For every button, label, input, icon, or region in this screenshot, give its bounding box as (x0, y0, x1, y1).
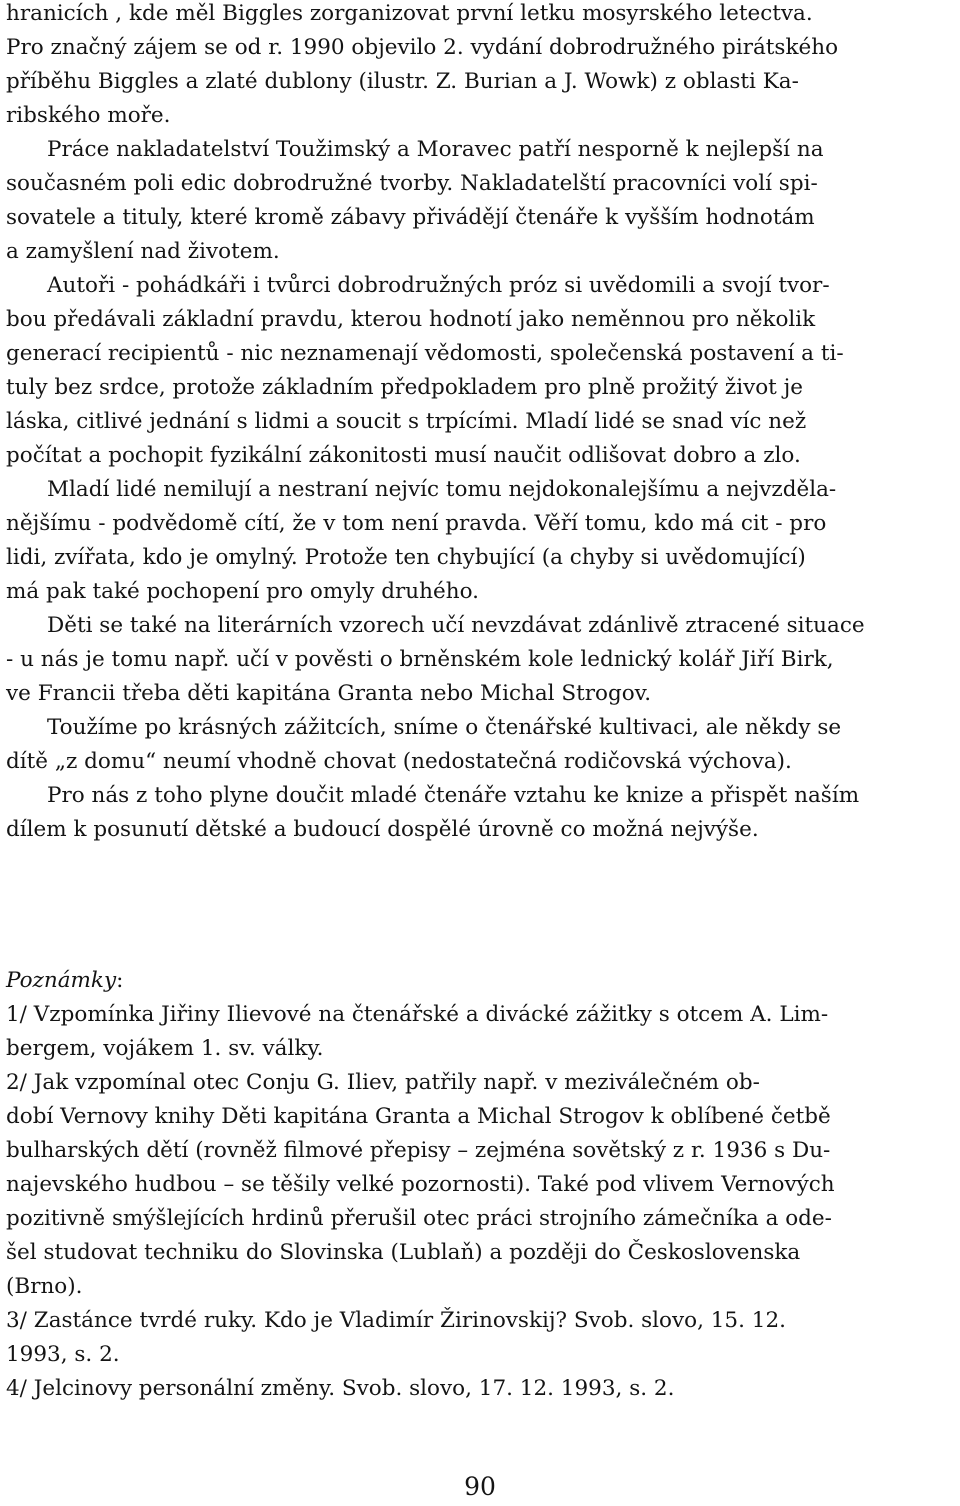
body-line: - u nás je tomu např. učí v pověsti o brněnském kole lednický kolář Jiří Birk, (6, 647, 834, 672)
body-line: bou předávali základní pravdu, kterou hodnotí jako neměnnou pro několik (6, 307, 816, 332)
note-line: bulharských dětí (rovněž filmové přepisy – zejména sovětský z r. 1936 s Du- (6, 1138, 831, 1163)
body-line: a zamyšlení nad životem. (6, 239, 280, 264)
paragraph-start-line: Děti se také na literárních vzorech učí nevzdávat zdánlivě ztracené situace (47, 613, 865, 638)
note-line: dobí Vernovy knihy Děti kapitána Granta a Michal Strogov k oblíbené četbě (6, 1104, 831, 1129)
body-line: má pak také pochopení pro omyly druhého. (6, 579, 479, 604)
notes-section (6, 964, 956, 1406)
body-text (6, 0, 956, 847)
note-line: šel studovat techniku do Slovinska (Lublaň) a později do Československa (6, 1240, 801, 1265)
body-line: Pro značný zájem se od r. 1990 objevilo 2. vydání dobrodružného pirátského (6, 35, 839, 60)
notes-heading-line (6, 964, 956, 998)
notes-heading: Poznámky (6, 968, 117, 993)
body-line: počítat a pochopit fyzikální zákonitosti musí naučit odlišovat dobro a zlo. (6, 443, 801, 468)
body-line: současném poli edic dobrodružné tvorby. Nakladatelští pracovníci volí spi- (6, 171, 818, 196)
paragraph-start-line: Autoři - pohádkáři i tvůrci dobrodružných próz si uvědomili a svojí tvor- (47, 273, 830, 298)
body-line: tuly bez srdce, protože základním předpokladem pro plně prožitý život je (6, 375, 804, 400)
body-line: dítě „z domu“ neumí vhodně chovat (nedostatečná rodičovská výchova). (6, 749, 792, 774)
body-line: ribského moře. (6, 103, 171, 128)
body-line: láska, citlivé jednání s lidmi a soucit s trpícími. Mladí lidé se snad víc než (6, 409, 807, 434)
body-line: nějšímu - podvědomě cítí, že v tom není pravda. Věří tomu, kdo má cit - pro (6, 511, 827, 536)
body-line: příběhu Biggles a zlaté dublony (ilustr. Z. Burian a J. Wowk) z oblasti Ka- (6, 69, 799, 94)
page-number: 90 (464, 1472, 496, 1501)
paragraph-start-line: Práce nakladatelství Toužimský a Moravec patří nesporně k nejlepší na (47, 137, 824, 162)
note-line: najevského hudbou – se těšily velké pozornosti). Také pod vlivem Vernových (6, 1172, 835, 1197)
note-line: pozitivně smýšlejících hrdinů přerušil otec práci strojního zámečníka a ode- (6, 1206, 832, 1231)
notes-heading-colon: : (116, 968, 124, 993)
body-line: hranicích , kde měl Biggles zorganizovat první letku mosyrského letectva. (6, 1, 813, 26)
body-line: generací recipientů - nic neznamenají vědomosti, společenská postavení a ti- (6, 341, 844, 366)
note-line: 1993, s. 2. (6, 1342, 120, 1367)
note-line: bergem, vojákem 1. sv. války. (6, 1036, 324, 1061)
paragraph-start-line: Mladí lidé nemilují a nestraní nejvíc tomu nejdokonalejšímu a nejvzděla- (47, 477, 837, 502)
body-line: lidi, zvířata, kdo je omylný. Protože ten chybující (a chyby si uvědomující) (6, 545, 806, 570)
note-line: 3/ Zastánce tvrdé ruky. Kdo je Vladimír Žirinovskij? Svob. slovo, 15. 12. (6, 1308, 786, 1333)
note-line: 1/ Vzpomínka Jiřiny Ilievové na čtenářské a divácké zážitky s otcem A. Lim- (6, 1002, 829, 1027)
body-line: sovatele a tituly, které kromě zábavy přivádějí čtenáře k vyšším hodnotám (6, 205, 815, 230)
paragraph-start-line: Pro nás z toho plyne doučit mladé čtenáře vztahu ke knize a přispět naším (47, 783, 860, 808)
note-line: 4/ Jelcinovy personální změny. Svob. slovo, 17. 12. 1993, s. 2. (6, 1376, 675, 1401)
note-line: (Brno). (6, 1274, 83, 1299)
body-line: ve Francii třeba děti kapitána Granta nebo Michal Strogov. (6, 681, 652, 706)
body-line: dílem k posunutí dětské a budoucí dospělé úrovně co možná nejvýše. (6, 817, 759, 842)
note-line: 2/ Jak vzpomínal otec Conju G. Iliev, patřily např. v meziválečném ob- (6, 1070, 760, 1095)
paragraph-start-line: Toužíme po krásných zážitcích, sníme o čtenářské kultivaci, ale někdy se (47, 715, 842, 740)
